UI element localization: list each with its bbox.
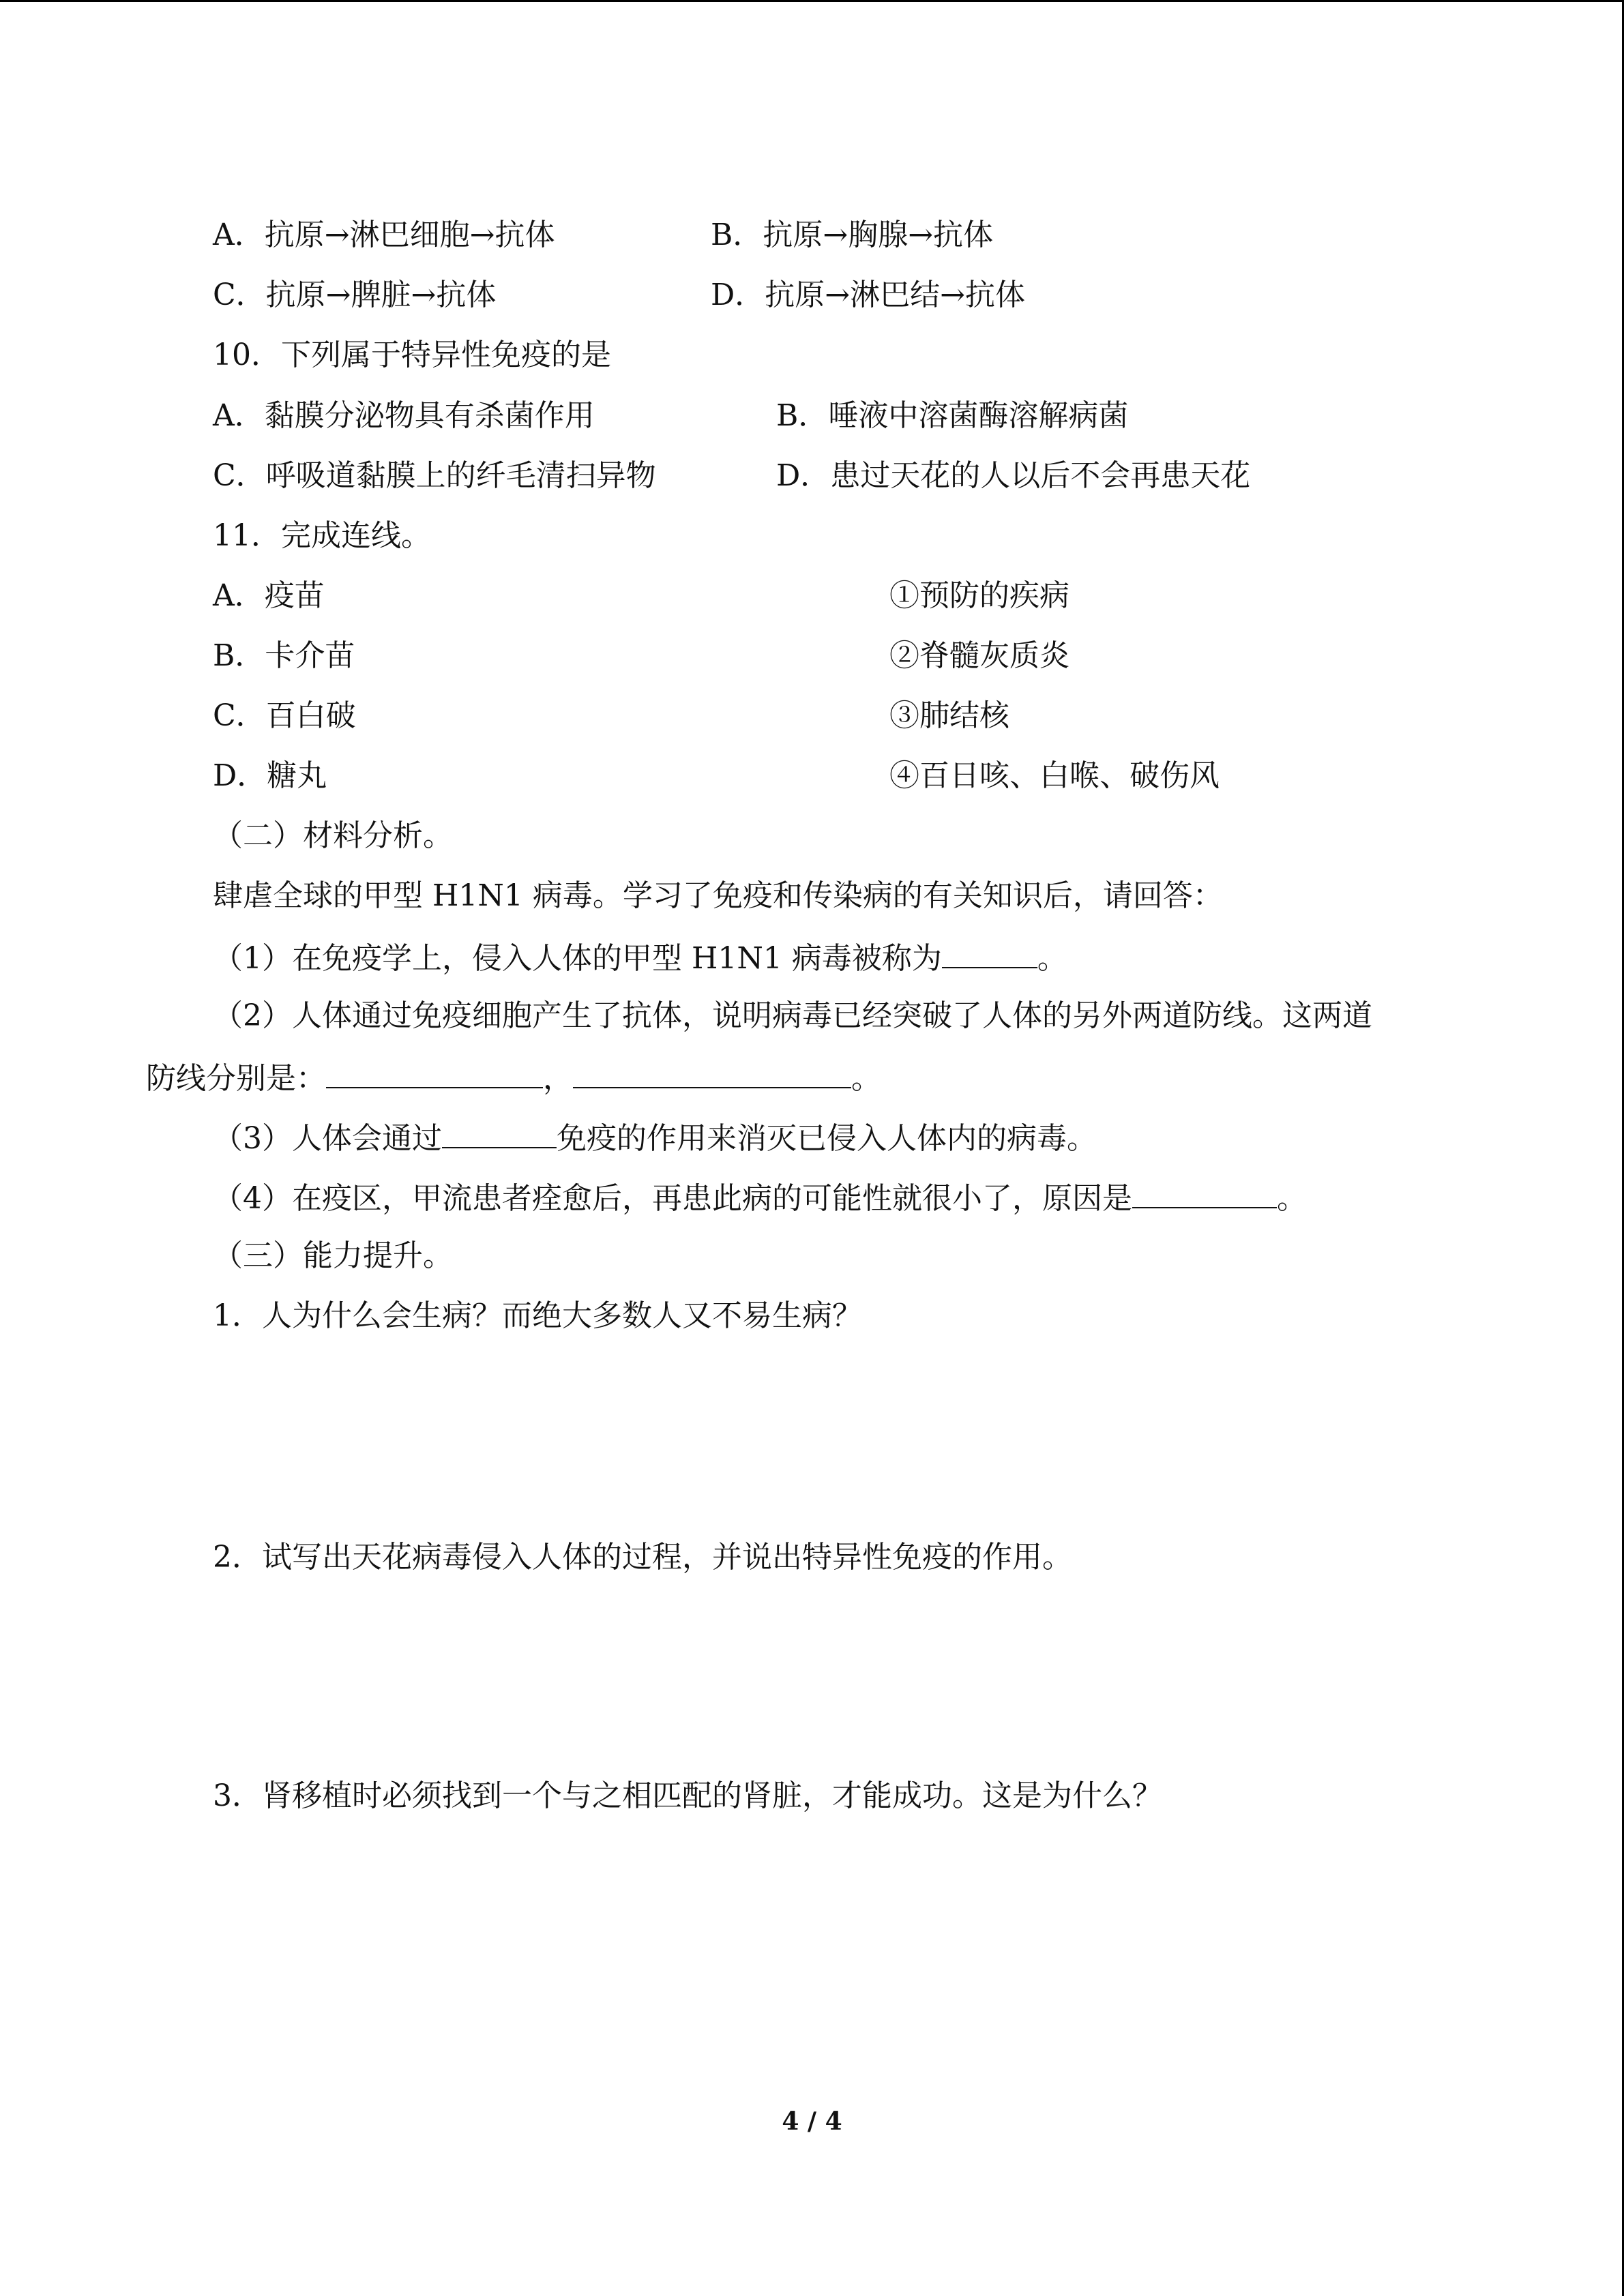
q9-option-d: D．抗原→淋巴结→抗体 [711, 278, 1026, 312]
section2-q3-text: （3）人体会通过 [213, 1121, 442, 1156]
section2-q2-line1: （2）人体通过免疫细胞产生了抗体，说明病毒已经突破了人体的另外两道防线。这两道 [213, 998, 1372, 1033]
section3-q3: 3．肾移植时必须找到一个与之相匹配的肾脏，才能成功。这是为什么？ [213, 1778, 1162, 1813]
page-border-top [0, 0, 1624, 2]
section2-q2-text: 防线分别是： [146, 1061, 326, 1096]
section3-title: （三）能力提升。 [213, 1238, 453, 1273]
q10-option-b: B．唾液中溶菌酶溶解病菌 [776, 398, 1129, 433]
section2-q1-text: （1）在免疫学上，侵入人体的甲型 H1N1 病毒被称为 [213, 941, 942, 976]
section2-q2-line2 [146, 1056, 881, 1099]
section2-q3-end: 免疫的作用来消灭已侵入人体内的病毒。 [557, 1121, 1097, 1156]
section2-q2-sep: ， [543, 1061, 573, 1096]
q9-option-a: A．抗原→淋巴细胞→抗体 [213, 218, 555, 252]
answer-blank[interactable] [942, 936, 1037, 968]
q10-stem: 10．下列属于特异性免疫的是 [213, 338, 611, 372]
answer-blank[interactable] [1132, 1176, 1277, 1208]
page-number: 4 / 4 [782, 2107, 842, 2136]
q11-left-item: A．疫苗 [213, 578, 325, 613]
section2-title: （二）材料分析。 [213, 818, 453, 853]
answer-blank[interactable] [326, 1056, 543, 1088]
q11-right-item: ②脊髓灰质炎 [889, 638, 1069, 673]
section3-q1: 1．人为什么会生病？而绝大多数人又不易生病？ [213, 1298, 862, 1333]
section2-q1 [213, 936, 1067, 979]
section2-q2-end: 。 [851, 1061, 881, 1096]
q11-left-item: D．糖丸 [213, 758, 327, 793]
q9-option-c: C．抗原→脾脏→抗体 [213, 278, 497, 312]
q11-right-item: ④百日咳、白喉、破伤风 [889, 758, 1220, 793]
answer-blank[interactable] [573, 1056, 851, 1088]
section2-q1-end: 。 [1037, 941, 1067, 976]
q10-option-c: C．呼吸道黏膜上的纤毛清扫异物 [213, 458, 656, 493]
section2-intro: 肆虐全球的甲型 H1N1 病毒。学习了免疫和传染病的有关知识后，请回答： [213, 878, 1223, 913]
q10-option-d: D．患过天花的人以后不会再患天花 [776, 458, 1251, 493]
q11-left-item: C．百白破 [213, 698, 356, 733]
q11-right-item: ①预防的疾病 [889, 578, 1069, 613]
section3-q2: 2．试写出天花病毒侵入人体的过程，并说出特异性免疫的作用。 [213, 1540, 1072, 1575]
section2-q4 [213, 1176, 1307, 1219]
q11-left-item: B．卡介苗 [213, 638, 355, 673]
section2-q3 [213, 1116, 1097, 1159]
q10-option-a: A．黏膜分泌物具有杀菌作用 [213, 398, 595, 433]
section2-q4-text: （4）在疫区，甲流患者痊愈后，再患此病的可能性就很小了，原因是 [213, 1181, 1132, 1216]
q11-stem: 11．完成连线。 [213, 518, 431, 553]
q11-right-item: ③肺结核 [889, 698, 1009, 733]
answer-blank[interactable] [442, 1116, 557, 1148]
q9-option-b: B．抗原→胸腺→抗体 [711, 218, 994, 252]
section2-q4-end: 。 [1277, 1181, 1307, 1216]
